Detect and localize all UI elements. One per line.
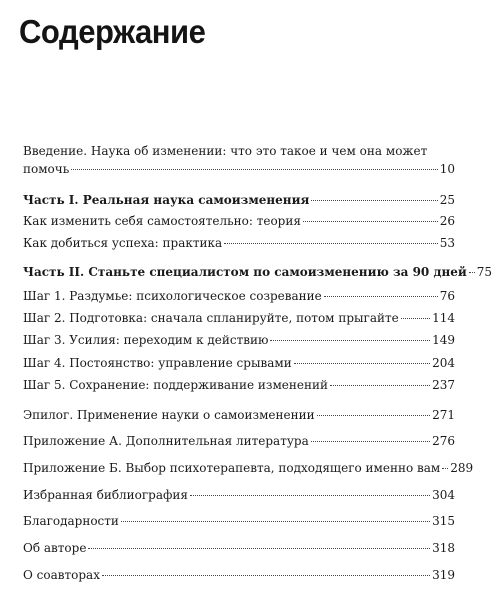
toc-entry-title: Об авторе <box>23 541 87 555</box>
toc-entry-title: Приложение А. Дополнительная литература <box>23 434 309 448</box>
toc-entry-title: Шаг 1. Раздумье: психологическое созревание <box>23 289 322 303</box>
page-title: Содержание <box>19 13 206 50</box>
dot-leader <box>121 521 430 522</box>
toc-entry-title: Шаг 4. Постоянство: управление срывами <box>23 356 292 370</box>
toc-entry-part-1[interactable] <box>23 191 455 209</box>
toc-entry-title-continued: помочь <box>23 162 70 176</box>
dot-leader <box>88 548 430 549</box>
toc-page-number: 149 <box>432 333 455 347</box>
dot-leader <box>401 318 430 319</box>
toc-page-number: 114 <box>432 311 455 325</box>
toc-entry-bibliography[interactable] <box>23 486 455 504</box>
toc-entry-title: Шаг 5. Сохранение: поддерживание изменений <box>23 378 328 392</box>
dot-leader <box>311 200 437 201</box>
toc-page-number: 237 <box>432 378 455 392</box>
toc-page-number: 304 <box>432 488 455 502</box>
dot-leader <box>270 340 430 341</box>
dot-leader <box>294 363 430 364</box>
dot-leader <box>324 296 438 297</box>
toc-entry-step-2[interactable] <box>23 309 455 327</box>
dot-leader <box>311 441 430 442</box>
toc-entry-title: Часть II. Станьте специалистом по самоизменению за 90 дней <box>23 265 467 279</box>
dot-leader <box>224 243 438 244</box>
toc-entry-theory[interactable] <box>23 212 455 230</box>
dot-leader <box>303 221 438 222</box>
toc-entry-introduction[interactable] <box>23 142 455 178</box>
toc-entry-title: Шаг 2. Подготовка: сначала спланируйте, потом прыгайте <box>23 311 399 325</box>
toc-page-number: 26 <box>439 214 455 228</box>
toc-entry-title: Шаг 3. Усилия: переходим к действию <box>23 333 269 347</box>
toc-entry-step-1[interactable] <box>23 287 455 305</box>
toc-entry-title: Часть I. Реальная наука самоизменения <box>23 193 310 207</box>
toc-page-number: 318 <box>432 541 455 555</box>
toc-page-number: 76 <box>439 289 455 303</box>
toc-page-number: 53 <box>439 236 455 250</box>
toc-entry-appendix-a[interactable] <box>23 432 455 450</box>
toc-entry-title: Введение. Наука об изменении: что это такое и чем она может <box>23 144 428 158</box>
toc-entry-epilogue[interactable] <box>23 406 455 424</box>
toc-entry-step-5[interactable] <box>23 376 455 394</box>
toc-entry-appendix-b[interactable] <box>23 459 474 477</box>
toc-page-number: 315 <box>432 514 455 528</box>
toc-entry-title: Приложение Б. Выбор психотерапевта, подходящего именно вам <box>23 461 441 475</box>
toc-entry-practice[interactable] <box>23 234 455 252</box>
toc-page-number: 319 <box>432 568 455 582</box>
dot-leader <box>71 169 437 170</box>
toc-entry-acknowledgements[interactable] <box>23 512 455 530</box>
toc-entry-title: Эпилог. Применение науки о самоизменении <box>23 408 315 422</box>
toc-page-number: 10 <box>439 162 455 176</box>
dot-leader <box>190 495 430 496</box>
dot-leader <box>317 415 430 416</box>
dot-leader <box>442 468 448 469</box>
toc-entry-title: Как добиться успеха: практика <box>23 236 223 250</box>
toc-entry-about-coauthors[interactable] <box>23 566 455 584</box>
toc-entry-title: Благодарности <box>23 514 119 528</box>
dot-leader <box>330 385 430 386</box>
toc-entry-part-2[interactable] <box>23 263 492 281</box>
toc-entry-title: О соавторах <box>23 568 100 582</box>
toc-entry-title: Как изменить себя самостоятельно: теория <box>23 214 301 228</box>
toc-page-number: 75 <box>476 265 492 279</box>
toc-entry-title: Избранная библиография <box>23 488 188 502</box>
toc-page-number: 25 <box>439 193 455 207</box>
toc-page-number: 271 <box>432 408 455 422</box>
dot-leader <box>102 575 430 576</box>
toc-page-number: 204 <box>432 356 455 370</box>
dot-leader <box>469 272 475 273</box>
toc-page-number: 289 <box>450 461 474 475</box>
toc-entry-step-4[interactable] <box>23 354 455 372</box>
toc-page-number: 276 <box>432 434 455 448</box>
toc-entry-step-3[interactable] <box>23 331 455 349</box>
toc-entry-about-author[interactable] <box>23 539 455 557</box>
